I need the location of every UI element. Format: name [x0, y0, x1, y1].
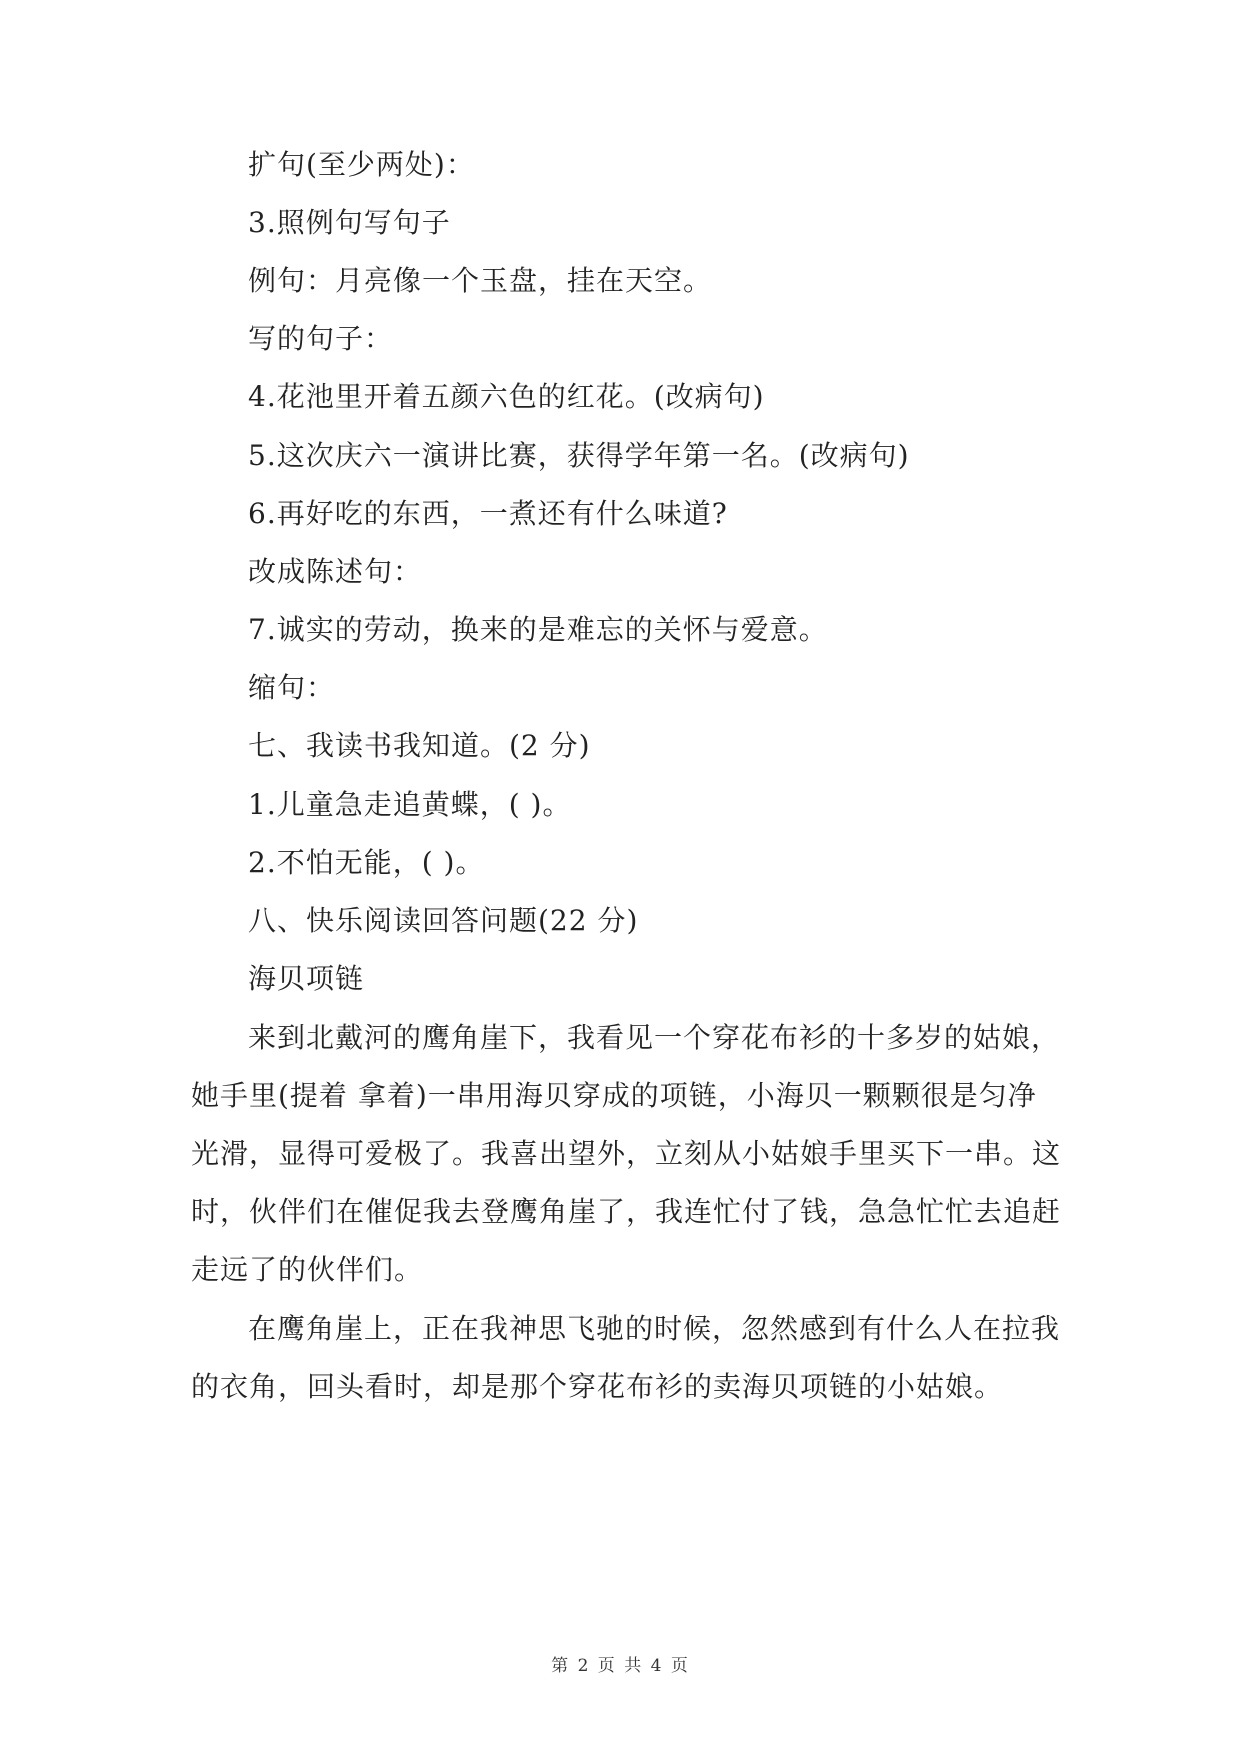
text-line-example: 例句：月亮像一个玉盘，挂在天空。 [248, 264, 713, 297]
paragraph-1-line: 时，伙伴们在催促我去登鹰角崖了，我连忙付了钱，急急忙忙去追赶 [191, 1195, 1062, 1228]
paragraph-2-line: 在鹰角崖上，正在我神思飞驰的时候，忽然感到有什么人在拉我 [248, 1312, 1061, 1345]
text-line-write-sentence: 写的句子： [248, 322, 394, 355]
passage-title: 海贝项链 [248, 962, 365, 995]
paragraph-1-line: 来到北戴河的鹰角崖下，我看见一个穿花布衫的十多岁的姑娘， [248, 1021, 1061, 1054]
text-line-expand-sentence: 扩句(至少两处)： [248, 148, 475, 181]
text-line-q5: 5.这次庆六一演讲比赛，获得学年第一名。(改病句) [248, 439, 910, 472]
text-line-q6: 6.再好吃的东西，一煮还有什么味道? [248, 497, 728, 530]
text-line-q4: 4.花池里开着五颜六色的红花。(改病句) [248, 380, 765, 413]
page-footer: 第 2 页 共 4 页 [551, 1656, 690, 1676]
paragraph-1-line: 光滑，显得可爱极了。我喜出望外，立刻从小姑娘手里买下一串。这 [191, 1137, 1062, 1170]
text-line-q7: 7.诚实的劳动，换来的是难忘的关怀与爱意。 [248, 613, 828, 646]
section-heading-8: 八、快乐阅读回答问题(22 分) [248, 904, 639, 937]
paragraph-2-line: 的衣角，回头看时，却是那个穿花布衫的卖海贝项链的小姑娘。 [191, 1370, 1004, 1403]
section-heading-7: 七、我读书我知道。(2 分) [248, 729, 591, 762]
text-line-7-1: 1.儿童急走追黄蝶，( )。 [248, 788, 572, 821]
text-line-7-2: 2.不怕无能，( )。 [248, 846, 485, 879]
text-line-declarative: 改成陈述句： [248, 555, 423, 588]
paragraph-1-line: 她手里(提着 拿着)一串用海贝穿成的项链，小海贝一颗颗很是匀净 [191, 1079, 1037, 1112]
paragraph-1-line: 走远了的伙伴们。 [191, 1253, 424, 1286]
text-line-shorten: 缩句： [248, 671, 336, 704]
text-line-q3: 3.照例句写句子 [248, 206, 451, 239]
